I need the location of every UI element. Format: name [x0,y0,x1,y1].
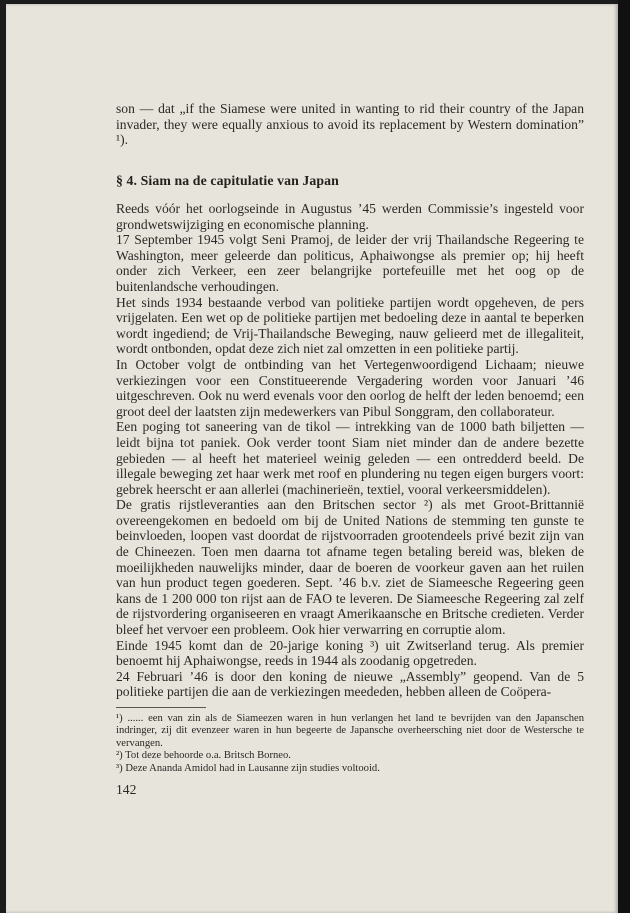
paragraph-8: 24 Februari ’46 is door den koning de nieuwe „Assembly” geopend. Van de 5 politieke partijen die aan de verkiezingen meededen, hebben alleen de Coöpera- [116,668,584,700]
footnote-divider [116,707,206,708]
intro-text: son — dat „if the Siamese were united in wanting to rid their country of the Japan invader, they were equally anxious to avoid its replacement by Western domination” ¹). [116,101,584,148]
paragraph-5: Een poging tot saneering van de tikol — intrekking van de 1000 bath biljetten — leidt bijna tot paniek. Ook verder toont Siam niet minder dan de andere bezette gebieden — al heeft het materieel weinig geleden — een ontredderd beeld. De illegale beweging zet haar werk met roof en plundering nu tegen eigen burgers voort: gebrek heerscht er aan allerlei (machinerieën, textiel, vooral verkeersmiddelen). [116,419,584,497]
scan-edge [618,0,630,913]
footnote-2: ²) Tot deze behoorde o.a. Britsch Borneo. [116,750,291,762]
footnotes [116,713,584,775]
paragraph-6: De gratis rijstleveranties aan den Britschen sector ²) als met Groot-Brittannië overeengekomen en bedoeld om bij de United Nations de stemming ten gunste te beinvloeden, loopen vast doordat de rijstvoorraden grootendeels privé bezit zijn van de Chineezen. Toen men daarna tot afname tegen betaling bereid was, bleken de moeilijkheden nauwelijks minder, daar de boeren de voorkeur gaven aan het ruilen van hun product tegen goederen. Sept. ’46 b.v. ziet de Siameesche Regeering geen kans de 1 200 000 ton rijst aan de FAO te leveren. De Siameesche Regeering zal zelf de rijstvordering organiseeren en vraagt Amerikaansche en Britsche credieten. Verder bleef het vervoer een probleem. Ook hier verwarring en corruptie alom. [116,497,584,638]
intro-paragraph [116,101,584,148]
page-number: 142 [116,782,137,797]
footnote-3: ³) Deze Ananda Amidol had in Lausanne zijn studies voltooid. [116,762,380,774]
paragraph-2: 17 September 1945 volgt Seni Pramoj, de leider der vrij Thailandsche Regeering te Washington, meer geleerde dan politicus, Aphaiwongse als premier op; hij heeft onder zich Verkeer, een zeer belangrijke portefeuille met het oog op de buitenlandsche verhoudingen. [116,232,584,294]
paragraph-3: Het sinds 1934 bestaande verbod van politieke partijen wordt opgeheven, de pers vrijgelaten. Een wet op de politieke partijen met bedoeling deze in aantal te beperken wordt ingediend; de Vrij-Thailandsche Beweging, nauw gelieerd met de illegaliteit, wordt ontbonden, opdat deze zich niet zal omzetten in een politieke partij. [116,294,584,357]
body-text [116,201,584,700]
paragraph-7: Einde 1945 komt dan de 20-jarige koning ³) uit Zwitserland terug. Als premier benoemt hij Aphaiwongse, reeds in 1944 als zoodanig opgetreden. [116,637,584,669]
paragraph-4: In October volgt de ontbinding van het Vertegenwoordigend Lichaam; nieuwe verkiezingen voor een Constitueerende Vergadering worden voor Januari ’46 uitgeschreven. Ook nu werd evenals voor den oorlog de helft der leden benoemd; een groot deel der laatsten zijn medewerkers van Pibul Songgram, den collaborateur. [116,356,584,419]
section-heading: § 4. Siam na de capitulatie van Japan [116,173,339,188]
paragraph-1: Reeds vóór het oorlogseinde in Augustus ’45 werden Commissie’s ingesteld voor grondwetswijziging en economische planning. [116,201,584,232]
footnote-1: ¹) ...... een van zin als de Siameezen waren in hun verlangen het land te bevrijden van den Japanschen indringer, zij dit evenzeer waren in hun begeerte de Japansche overheersching niet door de Westersche te vervangen. [116,713,584,749]
